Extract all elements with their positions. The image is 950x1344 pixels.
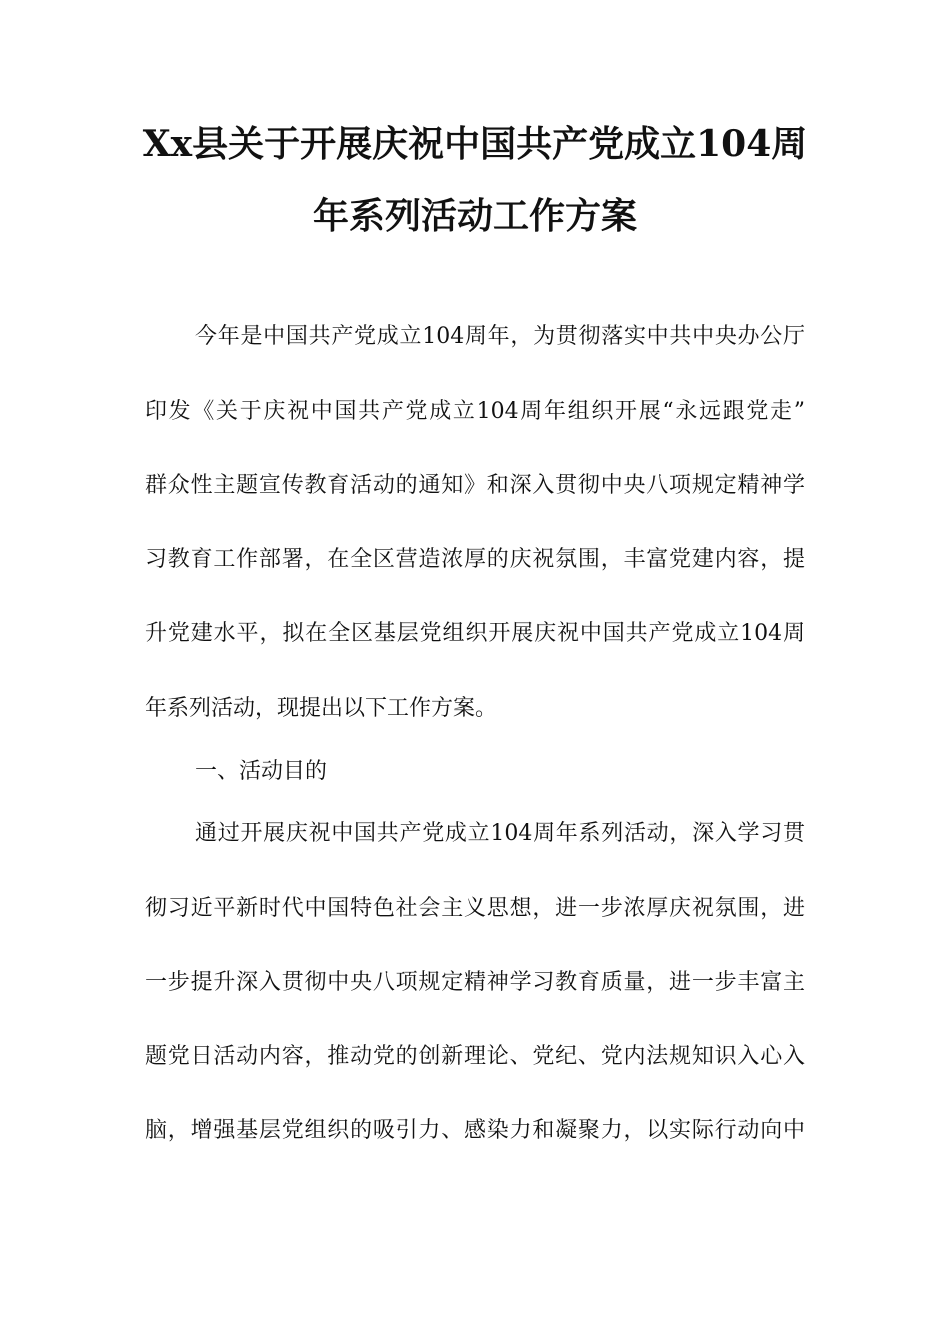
paragraph-line: 题党日活动内容，推动党的创新理论、党纪、党内法规知识入心入 [145,1044,805,1069]
document-title-line-1: Xx县关于开展庆祝中国共产党成立104周 [142,123,808,165]
paragraph-line: 通过开展庆祝中国共产党成立104周年系列活动，深入学习贯 [195,821,805,846]
paragraph-line: 群众性主题宣传教育活动的通知》和深入贯彻中央八项规定精神学 [145,473,805,498]
document-title-line-2: 年系列活动工作方案 [312,195,637,237]
paragraph-line: 印发《关于庆祝中国共产党成立104周年组织开展“永远跟党走” [145,399,805,424]
paragraph-line: 年系列活动，现提出以下工作方案。 [145,696,498,721]
section-heading: 一、活动目的 [195,759,328,784]
paragraph-line: 今年是中国共产党成立104周年，为贯彻落实中共中央办公厅 [195,324,805,349]
paragraph-line: 习教育工作部署，在全区营造浓厚的庆祝氛围，丰富党建内容，提 [145,547,805,572]
paragraph-line: 脑，增强基层党组织的吸引力、感染力和凝聚力，以实际行动向中 [145,1118,805,1143]
paragraph-line: 一步提升深入贯彻中央八项规定精神学习教育质量，进一步丰富主 [145,970,805,995]
paragraph-line: 升党建水平，拟在全区基层党组织开展庆祝中国共产党成立104周 [145,621,805,646]
paragraph-line: 彻习近平新时代中国特色社会主义思想，进一步浓厚庆祝氛围，进 [145,896,805,921]
